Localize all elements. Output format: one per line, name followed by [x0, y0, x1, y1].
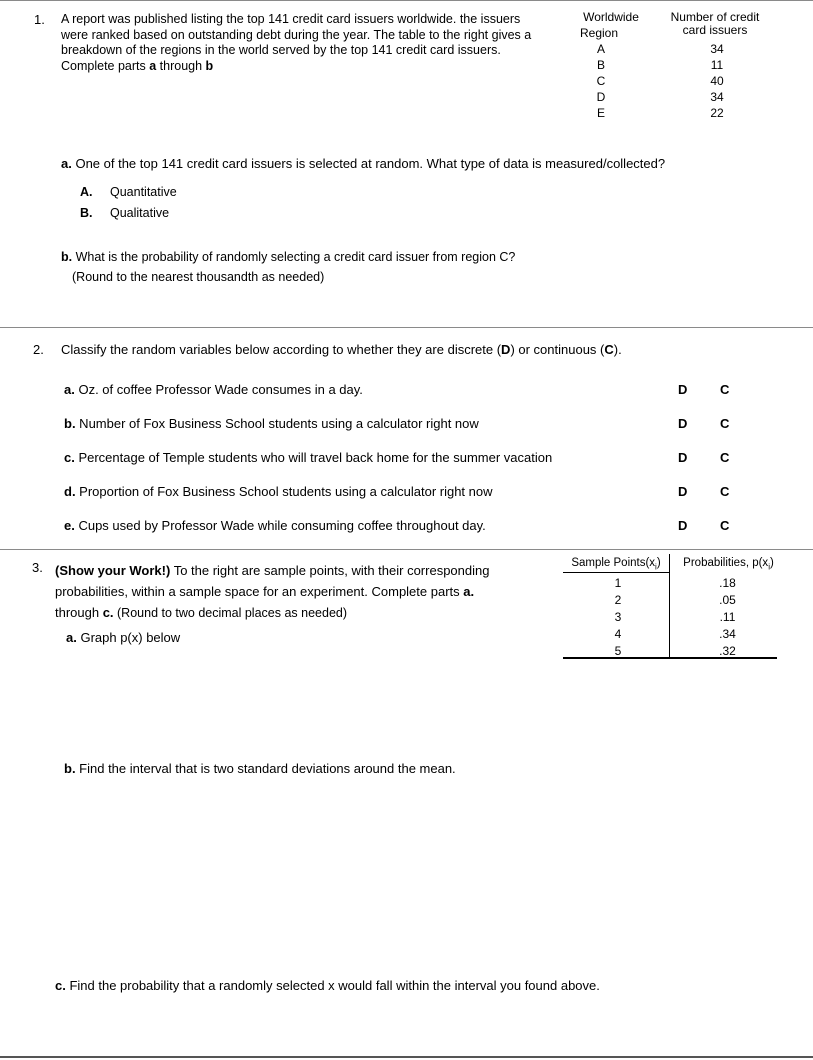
- q2-choice-d[interactable]: D: [678, 450, 688, 465]
- q1-part-a-label: a.: [61, 156, 72, 171]
- q2-prompt-d: D: [501, 342, 511, 357]
- q1-region-cell: D: [596, 90, 606, 104]
- q1-count-cell: 40: [710, 74, 724, 88]
- q1-region-cell: A: [596, 42, 605, 56]
- q2-item-label: b.: [64, 416, 76, 431]
- q1-number: 1.: [34, 12, 45, 27]
- q3-part-c: [55, 978, 600, 993]
- q1-count-header: card issuers: [682, 23, 748, 37]
- q1-count-header: Number of credit: [670, 10, 760, 24]
- q1-count-column: [660, 9, 770, 121]
- q3-part-b: [64, 761, 456, 776]
- q2-item-text: Proportion of Fox Business School students using a calculator right now: [75, 484, 493, 499]
- q1-region-cell: E: [596, 106, 605, 120]
- q3-line2-a: a.: [463, 584, 475, 599]
- q3-line3-pre: through: [55, 605, 103, 620]
- q2-item-a: [64, 382, 363, 397]
- q2-item-b: [64, 416, 479, 431]
- q3-intro-line: [55, 560, 489, 581]
- q1-region-header: Region: [580, 26, 619, 40]
- q2-item-label: d.: [64, 484, 76, 499]
- q2-item-text: Number of Fox Business School students using a calculator right now: [75, 416, 479, 431]
- q2-choice-c[interactable]: C: [720, 484, 730, 499]
- q3-p-column: [670, 555, 787, 660]
- q3-p-cell: .05: [719, 593, 736, 608]
- q2-item-label: a.: [64, 382, 75, 397]
- q1-complete-mid: through: [156, 58, 206, 73]
- q3-table: [563, 554, 777, 660]
- q1-region-header: Worldwide: [583, 10, 639, 24]
- q1-complete-a: a: [149, 58, 157, 73]
- q1-intro: [61, 12, 531, 74]
- q3-x-column: [563, 555, 669, 660]
- q2-prompt-c: C: [604, 342, 614, 357]
- q3-p-cell: .11: [719, 610, 736, 625]
- q3-p-header: Probabilities, $p(x_i)$: [683, 557, 774, 572]
- q3-line3-c: c.: [102, 605, 114, 620]
- q3-part-b-label: b.: [64, 761, 76, 776]
- q3-part-a: [66, 630, 180, 645]
- q3-part-a-label: a.: [66, 630, 77, 645]
- q2-choice-c[interactable]: C: [720, 450, 730, 465]
- q2-item-d: [64, 484, 493, 499]
- q1-complete-prefix: Complete parts: [61, 58, 150, 73]
- q2-item-label: e.: [64, 518, 75, 533]
- q2-choice-d[interactable]: D: [678, 484, 688, 499]
- q2-item-c: [64, 450, 552, 465]
- q3-x-cell: 2: [614, 593, 622, 608]
- q3-p-cell: .32: [719, 644, 736, 659]
- q1-part-a-text: One of the top 141 credit card issuers is selected at random. What type of data is measured/collected?: [71, 156, 666, 171]
- q3-line2-pre: probabilities, within a sample space for an experiment. Complete parts: [55, 584, 464, 599]
- q2-item-label: c.: [64, 450, 75, 465]
- q2-choice-d[interactable]: D: [678, 518, 688, 533]
- q2-item-e: [64, 518, 486, 533]
- q1-count-cell: 34: [710, 42, 724, 56]
- q3-x-cell: 1: [614, 576, 622, 591]
- q1-complete-b: b: [205, 58, 214, 73]
- q1-option-b[interactable]: [80, 206, 169, 220]
- q2-prompt-mid: ) or continuous (: [510, 342, 605, 357]
- q3-part-c-label: c.: [55, 978, 66, 993]
- q3-line1-rest: To the right are sample points, with their corresponding: [170, 563, 490, 578]
- q1-complete-line: [61, 59, 531, 75]
- q1-region-cell: B: [596, 58, 605, 72]
- q2-item-text: Cups used by Professor Wade while consuming coffee throughout day.: [74, 518, 486, 533]
- q1-region-cell: C: [596, 74, 606, 88]
- q3-x-cell: 4: [614, 627, 622, 642]
- page-bottom-rule: [0, 1056, 813, 1058]
- q1-part-b-text: What is the probability of randomly selecting a credit card issuer from region C?: [72, 250, 516, 264]
- q2-item-text: Oz. of coffee Professor Wade consumes in a day.: [74, 382, 363, 397]
- q2-prompt-post: ).: [613, 342, 622, 357]
- q1-count-cell: 22: [710, 106, 724, 120]
- q3-part-a-text: Graph p(x) below: [76, 630, 181, 645]
- q3-p-cell: .18: [719, 576, 736, 591]
- q3-x-cell: 3: [614, 610, 622, 625]
- q1-intro-line: breakdown of the regions in the world served by the top 141 credit card issuers.: [61, 43, 501, 57]
- q2-choice-c[interactable]: C: [720, 382, 730, 397]
- q3-intro: [55, 560, 489, 624]
- section-divider: [0, 549, 813, 550]
- q1-intro-line: were ranked based on outstanding debt during the year. The table to the right gives a: [61, 27, 532, 42]
- q1-option-text: Qualitative: [110, 206, 170, 220]
- section-divider: [0, 327, 813, 328]
- q2-prompt: [61, 342, 622, 357]
- q1-intro-line: A report was published listing the top 141 credit card issuers worldwide. the issuers: [61, 12, 521, 26]
- q2-number: 2.: [33, 342, 44, 357]
- q3-part-b-text: Find the interval that is two standard deviations around the mean.: [75, 761, 456, 776]
- q3-line3-post: (Round to two decimal places as needed): [113, 606, 348, 620]
- q2-choice-d[interactable]: D: [678, 416, 688, 431]
- q3-part-c-text: Find the probability that a randomly selected x would fall within the interval you found above.: [65, 978, 600, 993]
- q3-number: 3.: [32, 560, 43, 575]
- q1-option-a[interactable]: [80, 185, 177, 199]
- q2-choice-c[interactable]: C: [720, 518, 730, 533]
- q3-intro-line: [55, 602, 489, 624]
- q2-prompt-pre: Classify the random variables below according to whether they are discrete (: [61, 342, 502, 357]
- q3-x-header: Sample $Points(x_i)$: [571, 557, 661, 572]
- q1-region-column: [576, 9, 646, 121]
- q1-part-b-label: b.: [61, 250, 73, 264]
- q2-choice-c[interactable]: C: [720, 416, 730, 431]
- q2-item-text: Percentage of Temple students who will travel back home for the summer vacation: [74, 450, 553, 465]
- top-rule: [0, 0, 813, 1]
- q1-part-b-note: (Round to the nearest thousandth as needed): [72, 270, 325, 284]
- q1-option-text: Quantitative: [110, 185, 177, 199]
- q1-option-letter: A.: [80, 185, 93, 199]
- q1-part-b: [61, 250, 515, 264]
- q2-choice-d[interactable]: D: [678, 382, 688, 397]
- q3-intro-line: [55, 581, 489, 602]
- q3-x-cell: 5: [614, 644, 622, 659]
- q3-show-work: (Show your Work!): [55, 563, 171, 578]
- q1-count-cell: 11: [710, 58, 724, 72]
- q1-part-a: [61, 156, 665, 171]
- q3-p-cell: .34: [719, 627, 736, 642]
- q1-option-letter: B.: [80, 206, 93, 220]
- q1-count-cell: 34: [710, 90, 724, 104]
